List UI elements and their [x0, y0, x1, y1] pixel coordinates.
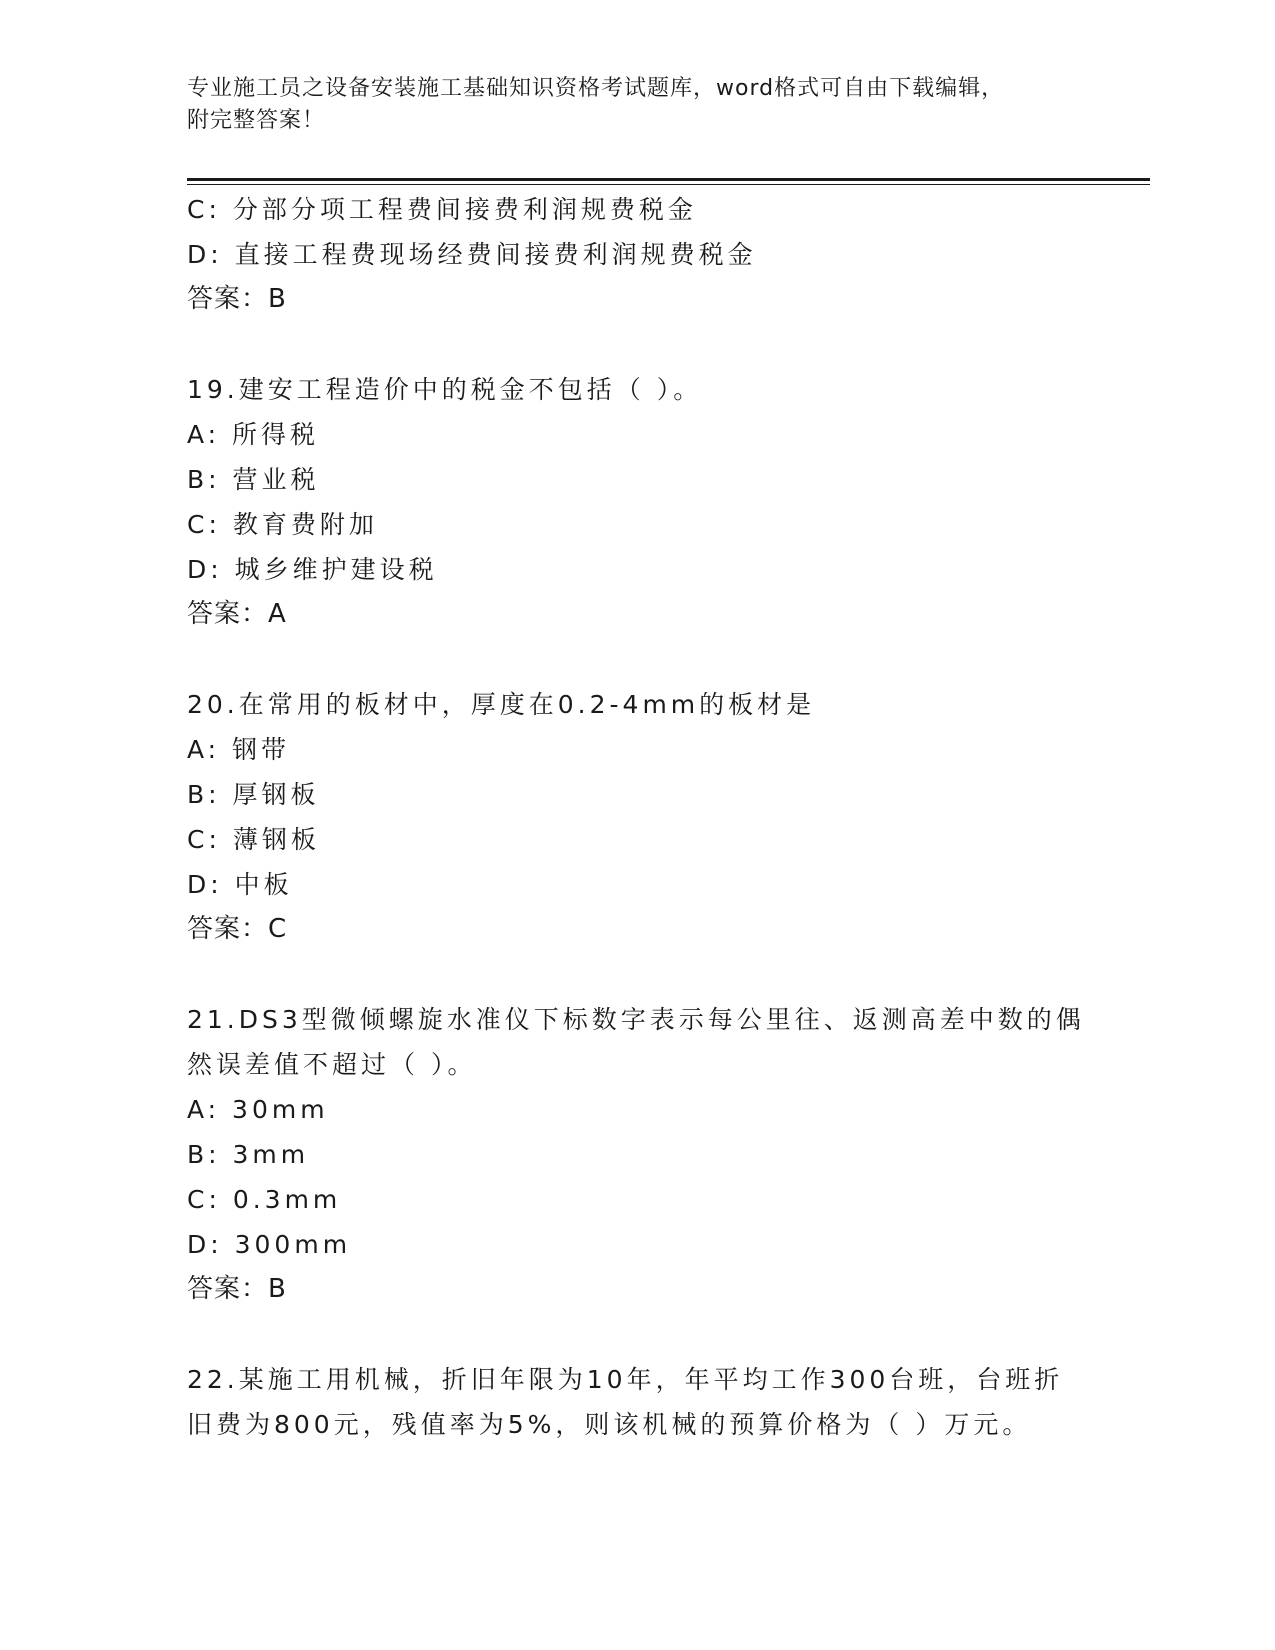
option-b: B: 营业税 [187, 465, 320, 494]
question-20 [187, 682, 1087, 952]
option-d: D: 城乡维护建设税 [187, 555, 438, 584]
option-c: C: 薄钢板 [187, 825, 320, 854]
option-a: A: 钢带 [187, 735, 291, 764]
answer-line: 答案：B [187, 284, 287, 314]
header-line-2: 附完整答案！ [187, 108, 326, 133]
question-text-line-2: 然误差值不超过（ ）。 [187, 1050, 477, 1079]
spacer [187, 637, 1087, 682]
spacer [187, 952, 1087, 997]
question-22 [187, 1357, 1087, 1447]
option-c: C: 教育费附加 [187, 510, 378, 539]
option-c: C: 分部分项工程费间接费利润规费税金 [187, 195, 697, 224]
question-text: 19.建安工程造价中的税金不包括（ ）。 [187, 375, 703, 404]
option-d: D: 直接工程费现场经费间接费利润规费税金 [187, 240, 757, 269]
question-text: 20.在常用的板材中，厚度在0.2-4mm的板材是 [187, 690, 816, 719]
header-divider-thin [187, 184, 1150, 185]
option-b: B: 厚钢板 [187, 780, 320, 809]
question-21 [187, 997, 1087, 1312]
document-header [187, 73, 1067, 137]
option-b: B: 3mm [187, 1140, 310, 1169]
question-text-line-1: 22.某施工用机械，折旧年限为10年，年平均工作300台班，台班折 [187, 1365, 1064, 1394]
question-18-continuation [187, 187, 1087, 322]
option-d: D: 300mm [187, 1230, 352, 1259]
header-divider-thick [187, 178, 1150, 181]
option-c: C: 0.3mm [187, 1185, 342, 1214]
spacer [187, 1312, 1087, 1357]
question-text-line-2: 旧费为800元，残值率为5%，则该机械的预算价格为（ ）万元。 [187, 1410, 1032, 1439]
option-d: D: 中板 [187, 870, 293, 899]
option-a: A: 30mm [187, 1095, 329, 1124]
question-list [187, 187, 1087, 1447]
option-a: A: 所得税 [187, 420, 320, 449]
spacer [187, 322, 1087, 367]
answer-line: 答案：B [187, 1274, 287, 1304]
question-text-line-1: 21.DS3型微倾螺旋水准仪下标数字表示每公里往、返测高差中数的偶 [187, 1005, 1085, 1034]
answer-line: 答案：C [187, 914, 288, 944]
header-line-1: 专业施工员之设备安装施工基础知识资格考试题库，word格式可自由下载编辑， [187, 76, 1005, 101]
question-19 [187, 367, 1087, 637]
answer-line: 答案：A [187, 599, 287, 629]
